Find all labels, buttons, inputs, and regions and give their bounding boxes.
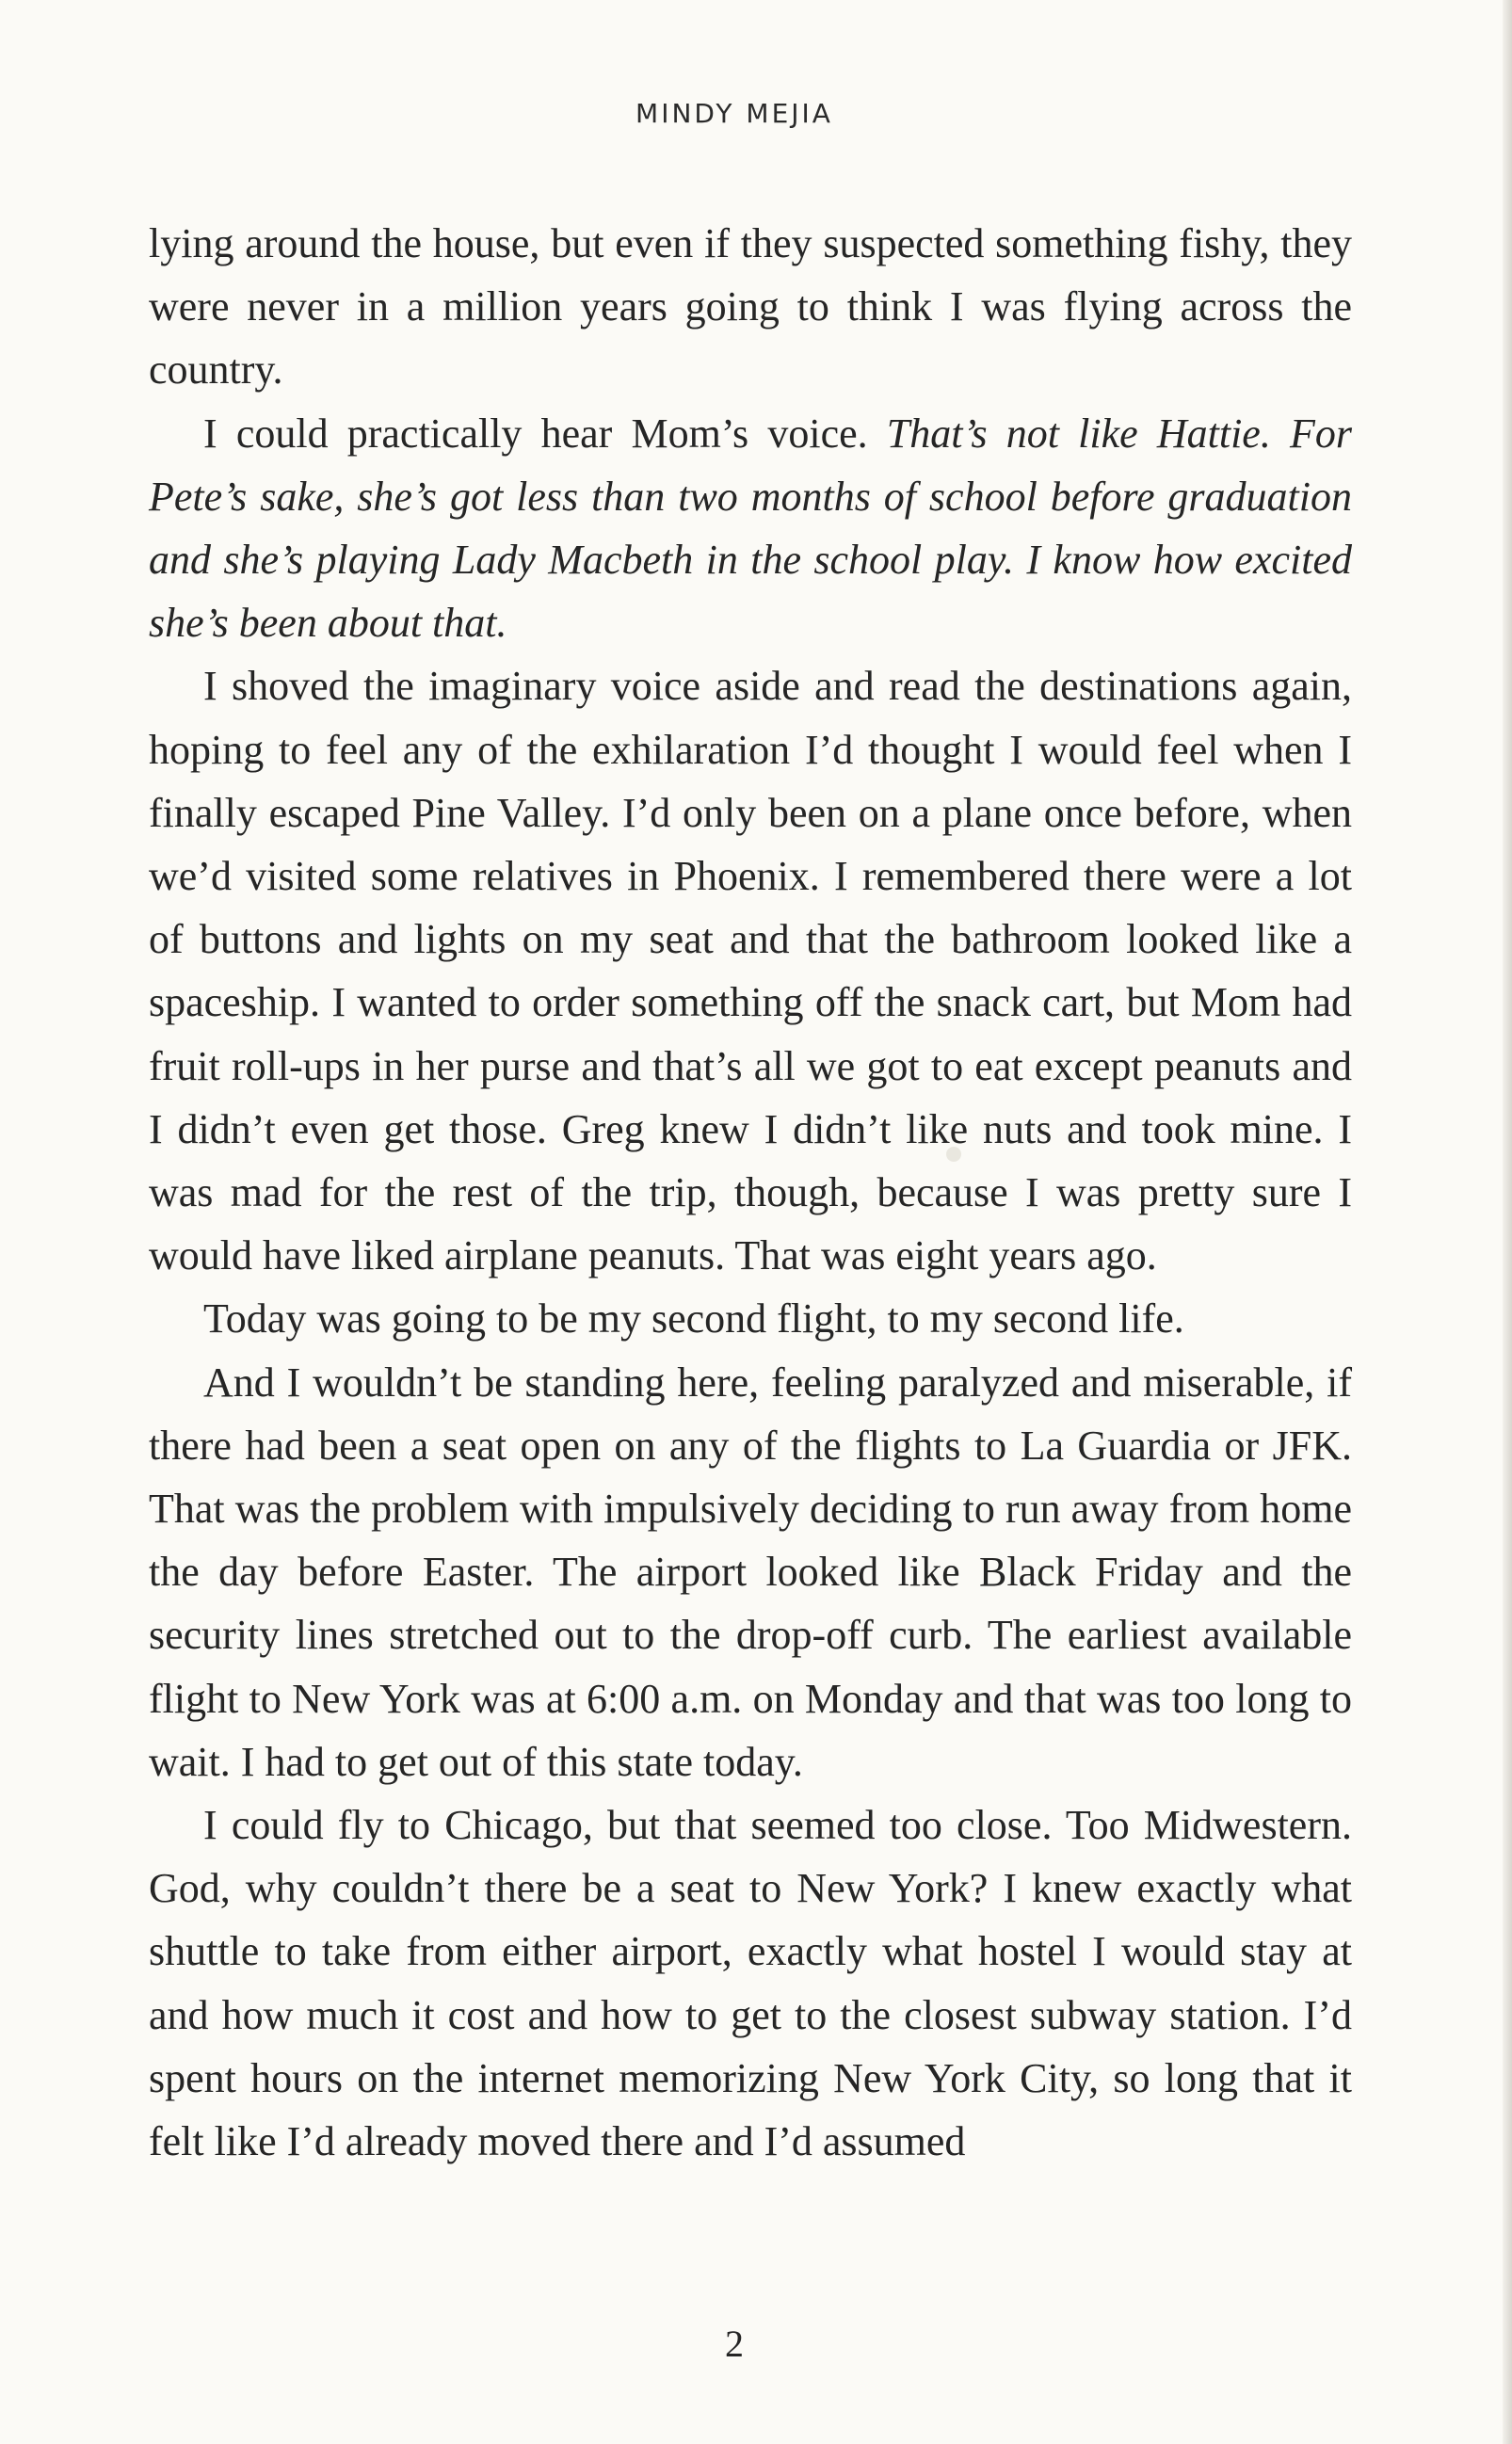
paragraph-2-italic: That’s not like Hattie. For Pete’s sake, she’s got less than two months of school before graduation and she’s playing Lady Macbeth in the school play. I know how excited she’s been about that. bbox=[149, 410, 1352, 647]
paragraph-3: I shoved the imaginary voice aside and read the destinations again, hoping to feel any of the exhilaration I’d thought I would feel when I finally escaped Pine Valley. I’d only been on a plane once before, when we’d visited some relatives in Phoenix. I remembered there were a lot of buttons and lights on my seat and that the bathroom looked like a spaceship. I wanted to order something off the snack cart, but Mom had fruit roll-ups in her purse and that’s all we got to eat except peanuts and I didn’t even get those. Greg knew I didn’t like nuts and took mine. I was mad for the rest of the trip, though, because I was pretty sure I would have liked airplane peanuts. That was eight years ago. bbox=[149, 663, 1352, 1279]
paragraph-6: I could fly to Chicago, but that seemed too close. Too Midwestern. God, why couldn’t there be a seat to New York? I knew exactly what shuttle to take from either airport, exactly what hostel I would stay at and how much it cost and how to get to the closest subway station. I’d spent hours on the internet memorizing New York City, so long that it felt like I’d already moved there and I’d assumed bbox=[149, 1802, 1352, 2165]
paragraph-4: Today was going to be my second flight, to my second life. bbox=[203, 1295, 1184, 1343]
paragraph-2-plain: I could practically hear Mom’s voice. bbox=[203, 410, 887, 457]
paragraph-5: And I wouldn’t be standing here, feeling paralyzed and miserable, if there had been a seat open on any of the flights to La Guardia or JFK. That was the problem with impulsively deciding to run away from home the day before Easter. The airport looked like Black Friday and the security lines stretched out to the drop-off curb. The earliest available flight to New York was at 6:00 a.m. on Monday and that was too long to wait. I had to get out of this state today. bbox=[149, 1359, 1352, 1785]
paragraph-2 bbox=[149, 402, 1352, 655]
paragraph-1: lying around the house, but even if they suspected something fishy, they were never in a million years going to think I was flying across the country. bbox=[149, 220, 1352, 394]
body-text bbox=[149, 212, 1352, 2173]
paper-speck bbox=[946, 1147, 961, 1162]
page-number: 2 bbox=[725, 2323, 744, 2365]
page-edge-shadow bbox=[1503, 0, 1512, 2444]
running-head: MINDY MEJIA bbox=[635, 98, 833, 129]
